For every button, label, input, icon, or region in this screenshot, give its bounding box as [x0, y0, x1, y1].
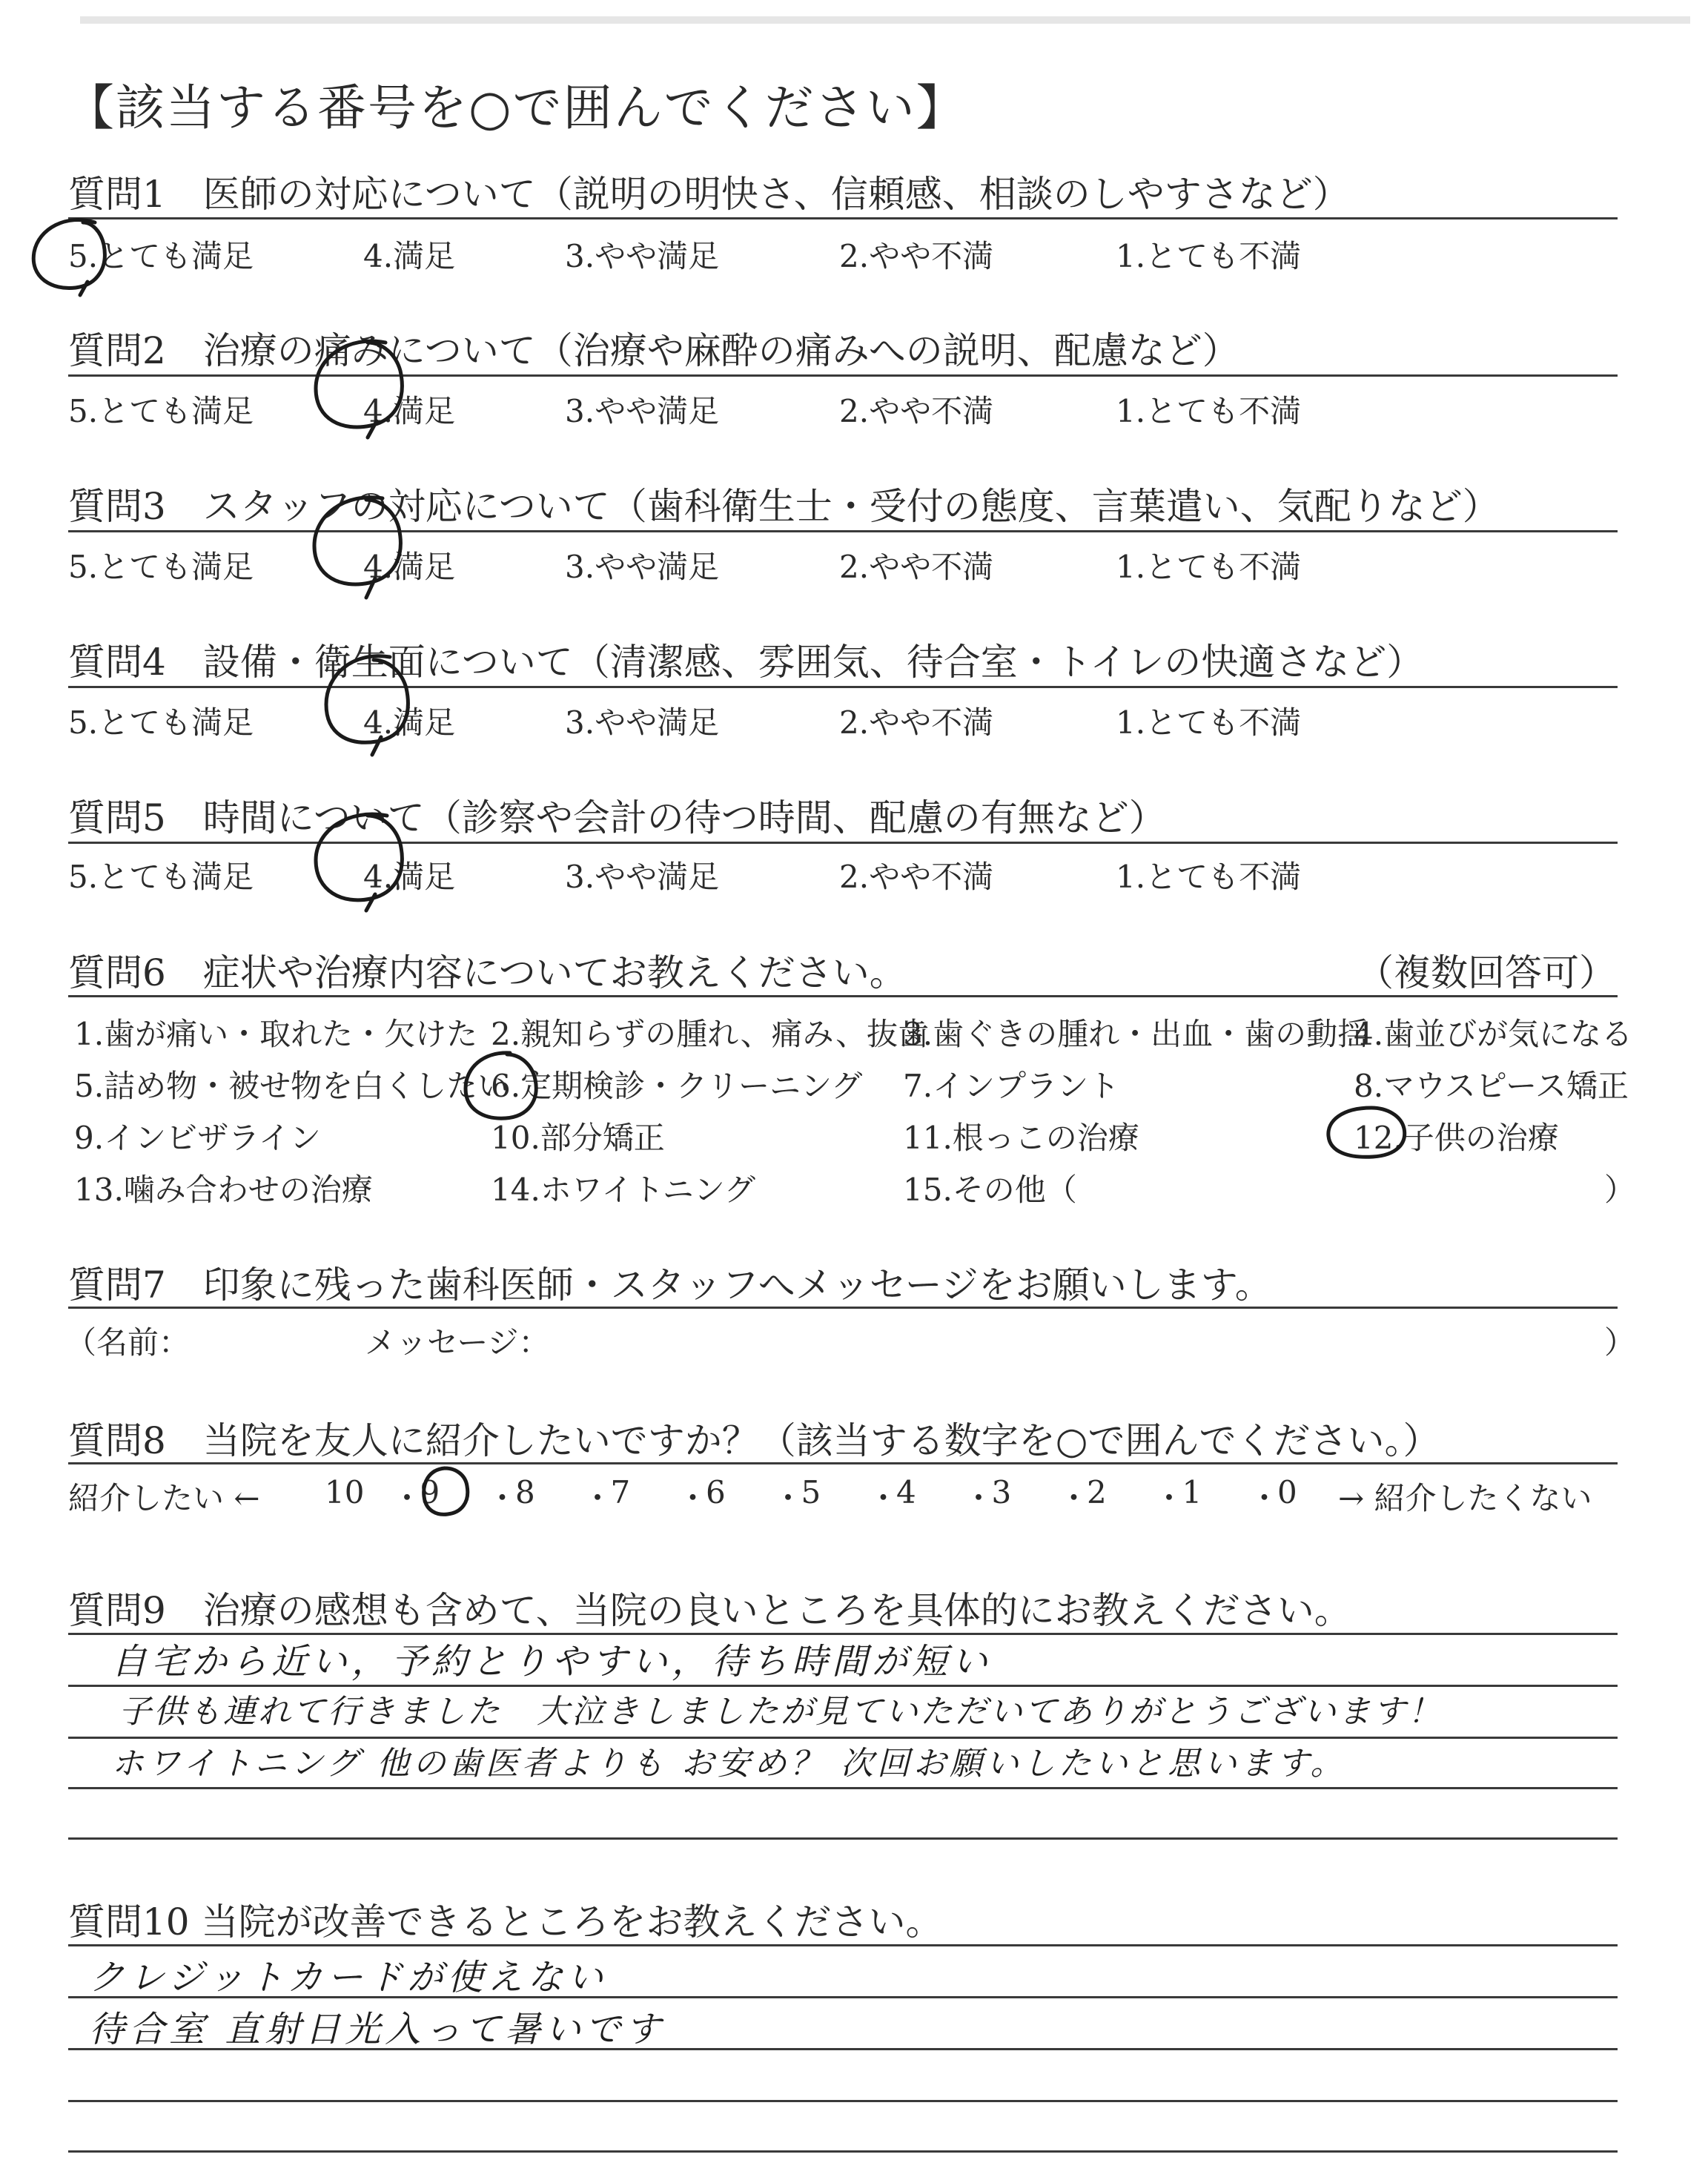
q8-scale-separator: ・	[677, 1480, 709, 1516]
q6-item-13[interactable]: 13.噛み合わせの治療	[74, 1172, 373, 1208]
q4-option-2[interactable]: 2.やや不満	[839, 704, 994, 741]
q5-option-4[interactable]: 4.満足	[363, 859, 456, 895]
q6-item-2[interactable]: 2.親知らずの腫れ、痛み、抜歯	[491, 1016, 930, 1052]
q5-rule	[68, 842, 1618, 844]
q2-option-1[interactable]: 1.とても不満	[1116, 393, 1302, 429]
q8-scale-10[interactable]: 10	[325, 1474, 365, 1510]
q7-title: 質問7 印象に残った歯科医師・スタッフへメッセージをお願いします。	[68, 1264, 1272, 1307]
q3-rule	[68, 530, 1618, 532]
q6-item-12[interactable]: 12.子供の治療	[1354, 1120, 1559, 1156]
q3-option-1[interactable]: 1.とても不満	[1116, 549, 1302, 585]
q9-answer-line-3: ホワイトニング 他の歯医者よりも お安め？ 次回お願いしたいと思います。	[111, 1745, 1347, 1783]
q8-scale-separator: ・	[963, 1480, 995, 1516]
q8-scale-separator: ・	[1153, 1480, 1185, 1516]
q1-option-4[interactable]: 4.満足	[363, 238, 456, 274]
q9-rule-5	[68, 1837, 1618, 1840]
q4-option-1[interactable]: 1.とても不満	[1116, 704, 1302, 741]
q9-answer-line-1: 自宅から近い，予約とりやすい，待ち時間が短い	[111, 1641, 993, 1682]
q7-message-label[interactable]: メッセージ：	[365, 1324, 550, 1361]
q5-option-2[interactable]: 2.やや不満	[839, 859, 994, 895]
q6-note: （複数回答可）	[1357, 951, 1616, 994]
q8-scale-separator: ・	[867, 1480, 899, 1516]
q8-left-label: 紹介したい ←	[68, 1480, 260, 1516]
q7-close: ）	[1604, 1324, 1636, 1361]
q3-title: 質問3 スタッフの対応について（歯科衛生士・受付の態度、言葉遣い、気配りなど）	[68, 485, 1500, 528]
q3-option-2[interactable]: 2.やや不満	[839, 549, 994, 585]
q10-answer-line-2: 待合室 直射日光入って暑いです	[89, 2009, 666, 2050]
q8-scale-separator: ・	[772, 1480, 804, 1516]
q3-option-5[interactable]: 5.とても満足	[68, 549, 254, 585]
q6-rule	[68, 995, 1618, 997]
top-edge-line	[80, 16, 1690, 24]
q10-rule-4	[68, 2100, 1618, 2102]
q3-option-4[interactable]: 4.満足	[363, 549, 456, 585]
q1-option-1[interactable]: 1.とても不満	[1116, 238, 1302, 274]
q8-scale-9[interactable]: 9	[420, 1474, 440, 1510]
page-heading: 【該当する番号を○で囲んでください】	[65, 79, 967, 136]
q8-right-label: → 紹介したくない	[1338, 1480, 1592, 1516]
q6-item-15[interactable]: 15.その他（	[903, 1172, 1077, 1208]
q9-title: 質問9 治療の感想も含めて、当院の良いところを具体的にお教えください。	[68, 1589, 1351, 1632]
q6-title: 質問6 症状や治療内容についてお教えください。	[68, 951, 907, 994]
q8-rule	[68, 1462, 1618, 1464]
q8-scale-separator: ・	[486, 1480, 518, 1516]
q10-title: 質問10 当院が改善できるところをお教えください。	[68, 1900, 943, 1943]
q1-rule	[68, 217, 1618, 219]
q10-answer-line-1: クレジットカードが使えない	[89, 1957, 608, 1998]
q8-scale-0[interactable]: 0	[1277, 1474, 1297, 1510]
q2-rule	[68, 374, 1618, 377]
q2-option-2[interactable]: 2.やや不満	[839, 393, 994, 429]
q8-scale-6[interactable]: 6	[706, 1474, 726, 1510]
q2-title: 質問2 治療の痛みについて（治療や麻酔の痛みへの説明、配慮など）	[68, 329, 1239, 372]
q8-scale-1[interactable]: 1	[1182, 1474, 1202, 1510]
q6-item-9[interactable]: 9.インビザライン	[74, 1120, 321, 1156]
q5-option-5[interactable]: 5.とても満足	[68, 859, 254, 895]
q4-option-5[interactable]: 5.とても満足	[68, 704, 254, 741]
q8-scale-3[interactable]: 3	[991, 1474, 1012, 1510]
q4-title: 質問4 設備・衛生面について（清潔感、雰囲気、待合室・トイレの快適さなど）	[68, 641, 1424, 684]
q7-name-label[interactable]: （名前：	[65, 1324, 191, 1361]
q10-rule-5	[68, 2150, 1618, 2153]
q6-item-14[interactable]: 14.ホワイトニング	[491, 1172, 756, 1208]
q8-scale-4[interactable]: 4	[896, 1474, 916, 1510]
q6-item-1[interactable]: 1.歯が痛い・取れた・欠けた	[74, 1016, 478, 1052]
q8-scale-5[interactable]: 5	[801, 1474, 821, 1510]
q4-option-3[interactable]: 3.やや満足	[565, 704, 720, 741]
q6-item-15-close: ）	[1604, 1172, 1636, 1208]
q1-option-5[interactable]: 5.とても満足	[68, 238, 254, 274]
q2-option-5[interactable]: 5.とても満足	[68, 393, 254, 429]
q6-item-11[interactable]: 11.根っこの治療	[903, 1120, 1139, 1156]
q7-rule	[68, 1307, 1618, 1309]
q6-item-10[interactable]: 10.部分矯正	[491, 1120, 665, 1156]
q6-item-5[interactable]: 5.詰め物・被せ物を白くしたい	[74, 1068, 509, 1104]
q4-option-4[interactable]: 4.満足	[363, 704, 456, 741]
q8-scale-separator: ・	[582, 1480, 614, 1516]
q8-scale-2[interactable]: 2	[1087, 1474, 1107, 1510]
q5-title: 質問5 時間について（診察や会計の待つ時間、配慮の有無など）	[68, 796, 1166, 839]
q3-option-3[interactable]: 3.やや満足	[565, 549, 720, 585]
q6-item-7[interactable]: 7.インプラント	[903, 1068, 1120, 1104]
q9-rule-4	[68, 1787, 1618, 1789]
q8-scale-separator: ・	[1058, 1480, 1090, 1516]
q1-title: 質問1 医師の対応について（説明の明快さ、信頼感、相談のしやすさなど）	[68, 173, 1350, 216]
q2-option-3[interactable]: 3.やや満足	[565, 393, 720, 429]
q5-option-1[interactable]: 1.とても不満	[1116, 859, 1302, 895]
q8-scale-separator: ・	[1248, 1480, 1280, 1516]
q6-item-3[interactable]: 3.歯ぐきの腫れ・出血・歯の動揺	[903, 1016, 1369, 1052]
q10-rule-1	[68, 1944, 1618, 1946]
q1-option-3[interactable]: 3.やや満足	[565, 238, 720, 274]
q5-option-3[interactable]: 3.やや満足	[565, 859, 720, 895]
q4-rule	[68, 686, 1618, 688]
q6-item-8[interactable]: 8.マウスピース矯正	[1354, 1068, 1629, 1104]
q8-scale-7[interactable]: 7	[610, 1474, 631, 1510]
q8-title: 質問8 当院を友人に紹介したいですか？（該当する数字を○で囲んでください。）	[68, 1419, 1440, 1462]
q1-option-2[interactable]: 2.やや不満	[839, 238, 994, 274]
q6-item-4[interactable]: 4.歯並びが気になる	[1354, 1016, 1633, 1052]
q2-option-4[interactable]: 4.満足	[363, 393, 456, 429]
q9-answer-line-2: 子供も連れて行きました 大泣きしましたが見ていただいてありがとうございます！	[119, 1693, 1443, 1731]
q8-scale-8[interactable]: 8	[515, 1474, 535, 1510]
q6-item-6[interactable]: 6.定期検診・クリーニング	[491, 1068, 863, 1104]
q8-scale-separator: ・	[391, 1480, 423, 1516]
